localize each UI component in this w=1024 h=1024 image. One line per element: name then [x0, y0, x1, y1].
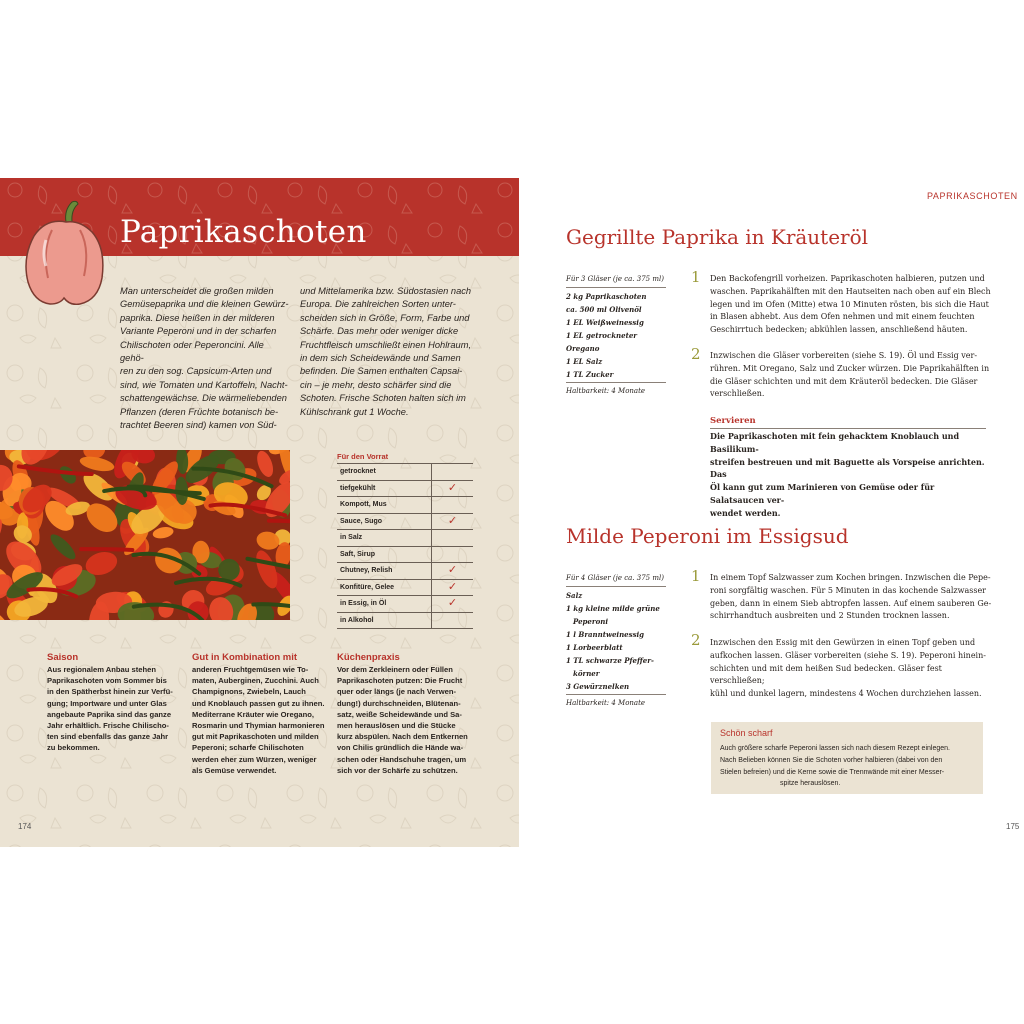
intro-line: befinden. Die Samen enthalten Capsai- [300, 366, 463, 377]
text-line: roni sorgfältig waschen. Für 5 Minuten in das kochende Salzwasser [710, 585, 987, 595]
storage-method: Sauce, Sugo [337, 514, 432, 530]
text-line: geben, dann in einem Sieb abtropfen lassen. Auf einem sauberen Ge- [710, 598, 992, 608]
kombination-section [192, 652, 332, 776]
intro-line: Variante Peperoni und in der scharfen [120, 326, 277, 337]
recipe-2-step-1 [710, 572, 992, 623]
ingredient: 2 kg Paprikaschoten [566, 292, 647, 301]
text-line: streifen bestreuen und mit Baguette als Vorspeise anrichten. Das [710, 456, 985, 480]
storage-table [337, 450, 473, 629]
ingredient: 1 EL getrockneter Oregano [566, 331, 637, 353]
text-line: Vor dem Zerkleinern oder Füllen [337, 665, 453, 674]
text-line: Nach Belieben können Sie die Schoten vorher halbieren (dabei von den [720, 756, 943, 764]
intro-line: paprika. Diese heißen in der milderen [120, 312, 275, 323]
intro-column-1 [120, 285, 290, 432]
intro-column-2 [300, 285, 480, 419]
ingredient: 1 EL Weißweinessig [566, 318, 644, 327]
ingredient: 1 TL Zucker [566, 370, 614, 379]
text-line: satz, weiße Scheidewände und Sa- [337, 709, 462, 719]
text-line: Inzwischen die Gläser vorbereiten (siehe S. 19). Öl und Essig ver- [710, 351, 978, 360]
check-icon: ✓ [447, 514, 458, 527]
table-row [337, 481, 473, 498]
intro-line: Europa. Die zahlreichen Sorten unter- [300, 299, 456, 310]
intro-line: Fruchtfleisch umschließt einen Hohlraum, [300, 339, 472, 350]
text-line: und Knoblauch passen gut zu ihnen. [192, 698, 325, 708]
text-line: Stielen befreien) und die Kerne sowie die Trennwände mit einer Messer- [720, 768, 945, 776]
ingredient: Peperoni [573, 617, 608, 626]
page-number-left: 174 [18, 822, 32, 831]
recipe-1-title: Gegrillte Paprika in Kräuteröl [566, 225, 869, 249]
page-title: Paprikaschoten [120, 214, 367, 250]
recipe-1-ingredients [566, 273, 666, 398]
storage-method: in Alkohol [337, 613, 432, 629]
text-line: wendet werden. [710, 507, 781, 518]
running-head: PAPRIKASCHOTEN [927, 191, 1018, 201]
text-line: quer oder längs (je nach Verwen- [337, 687, 457, 697]
text-line: anderen Fruchtgemüsen wie To- [192, 665, 309, 674]
ingredient: Salz [566, 591, 583, 600]
intro-line: ren zu den sog. Capsicum-Arten und [120, 366, 272, 377]
yield: Für 4 Gläser (je ca. 375 ml) [566, 574, 664, 582]
text-line: aufkochen lassen. Gläser vorbereiten (siehe S. 19). Peperoni hinein- [710, 650, 986, 660]
check-icon: ✓ [447, 481, 458, 494]
shelf-life: Haltbarkeit: 4 Monate [566, 699, 646, 707]
divider [566, 694, 666, 695]
text-line: Mediterrane Kräuter wie Oregano, [192, 709, 314, 719]
kuechenpraxis-section [337, 652, 477, 776]
storage-method: Kompott, Mus [337, 497, 432, 513]
page-number-right: 175 [1006, 822, 1020, 831]
saison-section [47, 652, 182, 754]
check-icon: ✓ [447, 580, 458, 593]
storage-method: tiefgekühlt [337, 481, 432, 497]
recipe-1-step-2 [710, 350, 992, 401]
step-number: 2 [691, 345, 701, 363]
text-line: angebaute Paprika sind das ganze [47, 709, 172, 719]
table-row [337, 530, 473, 547]
check-icon [432, 547, 473, 563]
storage-method: in Salz [337, 530, 432, 546]
tip-box [711, 722, 983, 794]
table-row [337, 563, 473, 580]
check-icon [432, 530, 473, 546]
recipe-2-step-2 [710, 637, 992, 701]
text-line: kühl und dunkel lagern, mindestens 4 Wochen durchziehen lassen. [710, 689, 982, 699]
text-line: Die Paprikaschoten mit fein gehacktem Knoblauch und Basilikum- [710, 431, 960, 454]
ingredient: 1 TL schwarze Pfeffer- [566, 656, 654, 665]
tip-text [720, 743, 976, 790]
text-line: ten sind ebenfalls das ganze Jahr [47, 732, 169, 742]
text-line: sich vor der Schärfe zu schützen. [337, 765, 458, 775]
text-line: Rosmarin und Thymian harmonieren [192, 721, 325, 731]
kuechenpraxis-heading: Küchenpraxis [337, 652, 400, 663]
servieren-text [710, 430, 986, 520]
text-line: verschließen. [710, 389, 765, 399]
text-line: Paprikaschoten putzen: Die Frucht [337, 676, 463, 686]
shelf-life: Haltbarkeit: 4 Monate [566, 387, 646, 395]
intro-line: Man unterscheidet die großen milden [120, 286, 274, 296]
intro-line: Kühlschrank gut 1 Woche. [300, 406, 409, 417]
check-icon: ✓ [447, 564, 458, 576]
text-line: dung!) durchschneiden, Blütenan- [337, 698, 461, 708]
text-line: gut mit Paprikaschoten und milden [192, 732, 319, 742]
text-line: werden eher zum Würzen, weniger [192, 754, 317, 764]
text-line: Inzwischen den Essig mit den Gewürzen in einen Topf geben und [710, 638, 976, 647]
intro-line: Schoten. Frische Schoten halten sich im [300, 393, 466, 404]
left-page [0, 178, 519, 847]
saison-text [47, 664, 182, 754]
divider [566, 287, 666, 288]
text-line: kurz abspülen. Nach dem Entkernen [337, 732, 468, 742]
text-line: Peperoni; scharfe Chilischoten [192, 743, 304, 753]
intro-line: Pflanzen (deren Früchte botanisch be- [120, 406, 279, 417]
table-row [337, 514, 473, 531]
text-line: die Gläser schichten und mit dem Kräuteröl bedecken. Die Gläser [710, 376, 978, 386]
intro-line: trachtet Beeren sind) kamen von Süd- [120, 420, 277, 431]
text-line: von Chilis gründlich die Hände wa- [337, 743, 464, 753]
ingredient: ca. 500 ml Olivenöl [566, 305, 642, 314]
bell-pepper-illustration [22, 200, 112, 310]
text-line: waschen. Paprikahälften mit den Hautseiten nach oben auf ein Blech [710, 286, 991, 296]
intro-line: sind, wie Tomaten und Kartoffeln, Nacht- [120, 379, 288, 390]
table-row [337, 613, 473, 630]
ingredient: 1 Lorbeerblatt [566, 643, 623, 652]
intro-line: schattengewächse. Die wärmeliebenden [120, 393, 287, 404]
text-line: Geschirrtuch bedecken; abkühlen lassen, anschließend häuten. [710, 325, 968, 335]
text-line: Paprikaschoten vom Sommer bis [47, 676, 167, 686]
text-line: Den Backofengrill vorheizen. Paprikaschoten halbieren, putzen und [710, 274, 985, 283]
check-icon [432, 464, 473, 480]
peppers-photo [0, 450, 290, 620]
intro-line: Chilischoten oder Peperoncini. Alle gehö- [120, 339, 264, 364]
storage-method: Saft, Sirup [337, 547, 432, 563]
intro-line: cin – je mehr, desto schärfer sind die [300, 379, 452, 390]
text-line: Öl kann gut zum Marinieren von Gemüse oder für Salatsaucen ver- [710, 482, 935, 505]
text-line: legen und im Ofen (Mitte) etwa 10 Minuten rösten, bis sich die Haut [710, 299, 989, 309]
storage-method: Chutney, Relish [337, 563, 432, 579]
text-line: men herauslösen und die Stücke [337, 721, 456, 731]
recipe-2-title: Milde Peperoni im Essigsud [566, 524, 849, 548]
text-line: schichten und mit dem heißen Sud bedecken. Gläser fest verschließen; [710, 663, 942, 686]
kombination-text [192, 664, 332, 776]
step-number: 1 [691, 567, 701, 585]
storage-method: in Essig, in Öl [337, 596, 432, 612]
text-line: Jahr erhältlich. Frische Chilischo- [47, 721, 169, 731]
check-icon [432, 613, 473, 629]
storage-method: Konfitüre, Gelee [337, 580, 432, 596]
text-line: spitze herauslösen. [780, 780, 841, 788]
intro-line: Gemüsepaprika und die kleinen Gewürz- [120, 299, 289, 310]
intro-line: in dem sich Scheidewände und Samen [300, 353, 461, 364]
text-line: zu bekommen. [47, 743, 100, 753]
table-row [337, 497, 473, 514]
check-icon: ✓ [447, 597, 458, 609]
check-icon [432, 497, 473, 513]
text-line: rühren. Mit Oregano, Salz und Zucker würzen. Die Paprikahälften in [710, 363, 990, 373]
text-line: schirrhandtuch ausbreiten und 2 Stunden trocknen lassen. [710, 611, 950, 621]
text-line: in den Spätherbst hinein zur Verfü- [47, 687, 173, 697]
intro-line: und Mittelamerika bzw. Südostasien nach [300, 286, 472, 296]
servieren-heading: Servieren [710, 416, 756, 426]
ingredient: 1 EL Salz [566, 357, 603, 366]
intro-line: scheiden sich in Größe, Form, Farbe und [300, 312, 470, 323]
ingredient: körner [573, 669, 600, 678]
intro-line: Schärfe. Das mehr oder weniger dicke [300, 326, 459, 337]
table-row [337, 580, 473, 597]
step-number: 1 [691, 268, 701, 286]
text-line: Aus regionalem Anbau stehen [47, 665, 157, 674]
text-line: schen oder Handschuhe tragen, um [337, 754, 467, 764]
kombination-heading: Gut in Kombination mit [192, 652, 298, 663]
table-row [337, 464, 473, 481]
step-number: 2 [691, 631, 701, 649]
text-line: maten, Auberginen, Zucchini. Auch [192, 676, 319, 686]
text-line: In einem Topf Salzwasser zum Kochen bringen. Inzwischen die Pepe- [710, 573, 991, 582]
text-line: in Blasen abhebt. Aus dem Ofen nehmen und mit einem feuchten [710, 312, 975, 322]
divider [566, 586, 666, 587]
divider [566, 382, 666, 383]
storage-method: getrocknet [337, 464, 432, 480]
kuechenpraxis-text [337, 664, 477, 776]
recipe-2-ingredients [566, 572, 666, 710]
table-row [337, 596, 473, 613]
recipe-1-step-1 [710, 273, 992, 337]
saison-heading: Saison [47, 652, 79, 663]
ingredient: 1 kg kleine milde grüne [566, 604, 660, 613]
tip-heading: Schön scharf [720, 728, 773, 738]
text-line: gung; Importware und unter Glas [47, 698, 167, 708]
text-line: als Gemüse verwendet. [192, 765, 277, 775]
text-line: Auch größere scharfe Peperoni lassen sich nach diesem Rezept einlegen. [720, 745, 950, 752]
text-line: Champignons, Zwiebeln, Lauch [192, 687, 306, 697]
table-row [337, 547, 473, 564]
ingredient: 3 Gewürznelken [566, 682, 630, 691]
divider [710, 428, 986, 429]
ingredient: 1 l Branntweinessig [566, 630, 645, 639]
storage-table-header: Für den Vorrat [337, 450, 473, 464]
yield: Für 3 Gläser (je ca. 375 ml) [566, 275, 664, 283]
